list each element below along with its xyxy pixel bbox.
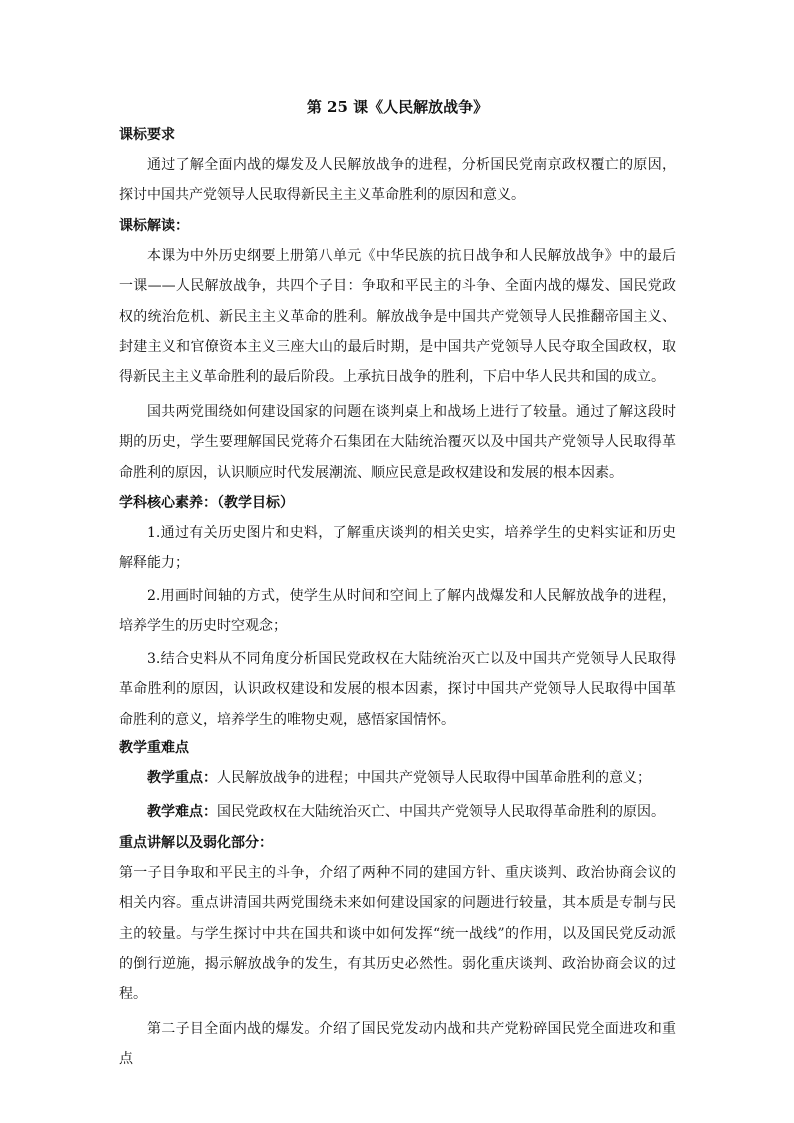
- important-point: [119, 763, 676, 793]
- section-heading-literacy: 学科核心素养：（教学目标）: [119, 495, 294, 512]
- objective-item-2: 2.用画时间轴的方式，使学生从时间和空间上了解内战爆发和人民解放战争的进程，培养学生的历史时空观念；: [119, 587, 676, 635]
- difficult-point: [119, 797, 676, 827]
- interpretation-paragraph-2: 国共两党围绕如何建设国家的问题在谈判桌上和战场上进行了较量。通过了解这段时期的历史，学生要理解国民党蒋介石集团在大陆统治覆灭以及中国共产党领导人民取得革命胜利的原因，认识顺应时代发展潮流、顺应民意是政权建设和发展的根本因素。: [119, 403, 676, 481]
- important-label: 教学重点：: [147, 769, 217, 786]
- explanation-paragraph-2: 第二子目全面内战的爆发。介绍了国民党发动内战和共产党粉碎国民党全面进攻和重点: [119, 1020, 676, 1068]
- objective-item-1: 1.通过有关历史图片和史料，了解重庆谈判的相关史实，培养学生的史料实证和历史解释能力；: [119, 525, 676, 572]
- section-heading-requirement: 课标要求: [119, 127, 175, 143]
- objective-item-3: 3.结合史料从不同角度分析国民党政权在大陆统治灭亡以及中国共产党领导人民取得革命胜利的原因，认识政权建设和发展的根本因素，探讨中国共产党领导人民取得中国革命胜利的意义，培养学生的唯物史观，感悟家国情怀。: [119, 650, 676, 728]
- document-page: [119, 96, 676, 1079]
- section-heading-interpretation: 课标解读：: [119, 217, 189, 234]
- difficult-text: 国民党政权在大陆统治灭亡、中国共产党领导人民取得革命胜利的原因。: [217, 804, 665, 821]
- section-interpretation: [119, 215, 676, 488]
- section-key-points: [119, 737, 676, 828]
- section-literacy: [119, 492, 676, 735]
- interpretation-paragraph-1: 本课为中外历史纲要上册第八单元《中华民族的抗日战争和人民解放战争》中的最后一课——人民解放战争，共四个子目：争取和平民主的斗争、全面内战的爆发、国民党政权的统治危机、新民主主义革命的胜利。解放战争是中国共产党领导人民推翻帝国主义、封建主义和官僚资本主义三座大山的最后时期，是中国共产党领导人民夺取全国政权，取得新民主主义革命胜利的最后阶段。上承抗日战争的胜利，下启中华人民共和国的成立。: [119, 247, 676, 386]
- section-heading-explanation: 重点讲解以及弱化部分：: [119, 834, 273, 851]
- explanation-paragraph-1: 第一子目争取和平民主的斗争，介绍了两种不同的建国方针、重庆谈判、政治协商会议的相关内容。重点讲清国共两党围绕未来如何建设国家的问题进行较量，其本质是专制与民主的较量。与学生探讨中共在国共和谈中如何发挥“统一战线”的作用，以及国民党反动派的倒行逆施，揭示解放战争的发生，有其历史必然性。弱化重庆谈判、政治协商会议的过程。: [119, 864, 676, 1003]
- important-text: 人民解放战争的进程；中国共产党领导人民取得中国革命胜利的意义；: [217, 769, 651, 786]
- document-title: 第 25 课《人民解放战争》: [306, 98, 489, 116]
- section-requirement: [119, 124, 676, 211]
- difficult-label: 教学难点：: [147, 804, 217, 821]
- requirement-paragraph: 通过了解全面内战的爆发及人民解放战争的进程，分析国民党南京政权覆亡的原因，探讨中国共产党领导人民取得新民主主义革命胜利的原因和意义。: [119, 157, 676, 204]
- section-explanation: [119, 832, 676, 1075]
- section-heading-key-points: 教学重难点: [119, 739, 189, 756]
